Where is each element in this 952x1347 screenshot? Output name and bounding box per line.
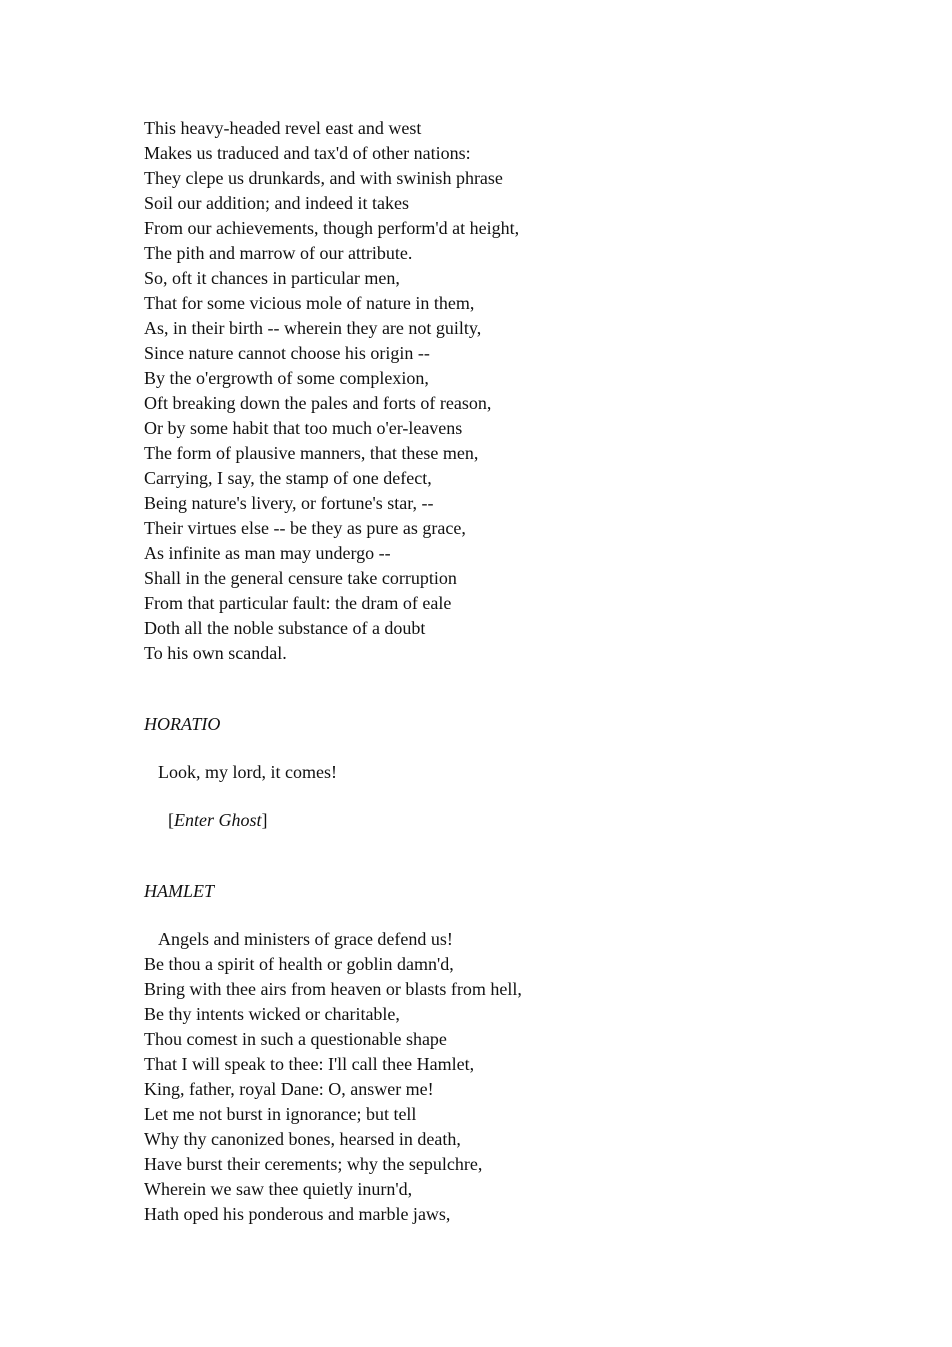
verse-line: By the o'ergrowth of some complexion, xyxy=(144,368,429,388)
spacer xyxy=(144,666,844,712)
stage-direction-text: Enter Ghost xyxy=(174,810,262,830)
verse-line: Soil our addition; and indeed it takes xyxy=(144,193,409,213)
verse-line: Shall in the general censure take corruption xyxy=(144,568,457,588)
verse-line: Or by some habit that too much o'er-leavens xyxy=(144,418,463,438)
verse-line: From our achievements, though perform'd at height, xyxy=(144,218,520,238)
verse-line: That I will speak to thee: I'll call thee Hamlet, xyxy=(144,1054,475,1074)
verse-line: Be thy intents wicked or charitable, xyxy=(144,1004,400,1024)
verse-line: The pith and marrow of our attribute. xyxy=(144,243,413,263)
speaker-horatio: HORATIO xyxy=(144,714,221,734)
verse-line: They clepe us drunkards, and with swinish phrase xyxy=(144,168,503,188)
verse-line: King, father, royal Dane: O, answer me! xyxy=(144,1079,434,1099)
verse-line: Hath oped his ponderous and marble jaws, xyxy=(144,1204,451,1224)
verse-line: Bring with thee airs from heaven or blasts from hell, xyxy=(144,979,522,999)
verse-line: Why thy canonized bones, hearsed in death, xyxy=(144,1129,461,1149)
verse-line: Their virtues else -- be they as pure as grace, xyxy=(144,518,466,538)
verse-block-hamlet xyxy=(144,952,844,1227)
spacer xyxy=(144,737,844,760)
verse-line: From that particular fault: the dram of eale xyxy=(144,593,452,613)
verse-line: Thou comest in such a questionable shape xyxy=(144,1029,447,1049)
verse-line: Have burst their cerements; why the sepulchre, xyxy=(144,1154,483,1174)
verse-line: Oft breaking down the pales and forts of reason, xyxy=(144,393,492,413)
verse-line: As infinite as man may undergo -- xyxy=(144,543,391,563)
stage-bracket-open: [ xyxy=(168,810,174,830)
stage-bracket-close: ] xyxy=(261,810,268,830)
verse-line: This heavy-headed revel east and west xyxy=(144,118,422,138)
verse-line: As, in their birth -- wherein they are not guilty, xyxy=(144,318,482,338)
spacer xyxy=(144,833,844,879)
verse-line: Wherein we saw thee quietly inurn'd, xyxy=(144,1179,413,1199)
verse-line: To his own scandal. xyxy=(144,643,287,663)
verse-block-1 xyxy=(144,116,844,666)
spacer xyxy=(144,785,844,808)
hamlet-first-line: Angels and ministers of grace defend us! xyxy=(158,929,453,949)
verse-line: Be thou a spirit of health or goblin damn'd, xyxy=(144,954,454,974)
verse-line: Carrying, I say, the stamp of one defect, xyxy=(144,468,432,488)
play-text xyxy=(144,116,844,1227)
verse-line: So, oft it chances in particular men, xyxy=(144,268,400,288)
spacer xyxy=(144,904,844,927)
verse-line: Let me not burst in ignorance; but tell xyxy=(144,1104,417,1124)
verse-line: The form of plausive manners, that these men, xyxy=(144,443,479,463)
stage-direction xyxy=(144,808,844,833)
verse-line: Being nature's livery, or fortune's star, -- xyxy=(144,493,434,513)
horatio-line: Look, my lord, it comes! xyxy=(158,762,337,782)
verse-line: Since nature cannot choose his origin -- xyxy=(144,343,430,363)
verse-line: Makes us traduced and tax'd of other nations: xyxy=(144,143,471,163)
verse-line: That for some vicious mole of nature in them, xyxy=(144,293,475,313)
speaker-hamlet: HAMLET xyxy=(144,881,215,901)
verse-line: Doth all the noble substance of a doubt xyxy=(144,618,426,638)
